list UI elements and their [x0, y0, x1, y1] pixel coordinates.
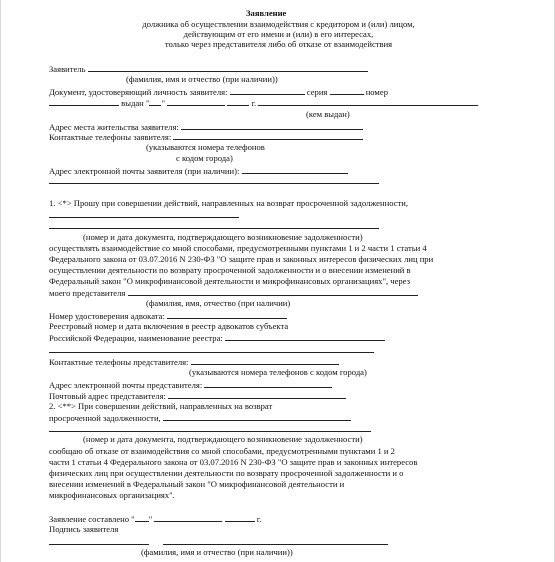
section2-line-3: физических лиц при осуществлении деятельности по возврату просроченной задолженности и о	[49, 468, 404, 478]
rep-post-field[interactable]	[168, 390, 346, 399]
issued-by-hint: (кем выдан)	[306, 109, 350, 119]
section1-line-4: Федеральный закон "О микрофинансовой деятельности и микрофинансовых организациях", через	[49, 276, 410, 286]
lawyer-cert-row	[49, 310, 287, 321]
composed-label: Заявление составлено "	[49, 514, 135, 524]
signature-field[interactable]	[49, 536, 149, 545]
registry-field-2[interactable]	[49, 344, 374, 353]
lawyer-cert-label: Номер удостоверения адвоката:	[49, 311, 165, 321]
applicant-label: Заявитель	[49, 64, 86, 74]
section2-line-5: микрофинансовых организациях".	[49, 490, 175, 500]
signature-hint: (фамилия, имя и отчество (при наличии))	[141, 547, 293, 557]
signature-name-field[interactable]	[163, 536, 388, 545]
section1-line-1: осуществлять взаимодействие со мной способами, предусмотренными пунктами 1 и 2 части 1 статьи 4	[49, 243, 427, 253]
series-label: серия	[306, 87, 328, 97]
applicant-email-field[interactable]	[242, 165, 348, 174]
quote-close: "	[161, 98, 165, 108]
applicant-phones-row	[49, 131, 363, 142]
lawyer-cert-field[interactable]	[167, 310, 287, 319]
rep-phones-field[interactable]	[191, 356, 339, 365]
representative-row	[49, 287, 418, 298]
applicant-row	[49, 63, 368, 74]
composed-year-field[interactable]	[225, 513, 255, 522]
section2-debt-field[interactable]	[163, 412, 351, 421]
subtitle-line-2: действующим от его имени и (или) в его интересах,	[183, 29, 374, 39]
applicant-issued-row	[49, 97, 478, 108]
representative-hint: (фамилия, имя, отчество (при наличии)	[146, 298, 291, 308]
number-label: номер	[365, 87, 388, 97]
document-number-field[interactable]	[49, 97, 119, 106]
section1-debt-row-2	[49, 220, 379, 231]
section2-intro-2: просроченной задолженности,	[49, 413, 161, 423]
composed-year-suffix: г.	[256, 514, 262, 524]
section1-debt-row	[49, 209, 239, 220]
section1-debt-hint: (номер и дата документа, подтверждающего возникновение задолженности)	[83, 232, 363, 242]
issued-day-field[interactable]	[149, 97, 161, 106]
year-suffix: г.	[251, 98, 257, 108]
phones-hint-2: с кодом города)	[176, 153, 233, 163]
section1-line-3: осуществлении деятельности по возврату просроченной задолженности и о внесении изменений в	[49, 265, 411, 275]
applicant-phones-field[interactable]	[173, 131, 363, 140]
rep-email-row	[49, 379, 332, 390]
signature-label: Подпись заявителя	[49, 524, 119, 534]
section2-debt-field-2[interactable]	[49, 423, 371, 432]
document-type-field[interactable]	[230, 86, 305, 95]
section1-debt-field-2[interactable]	[49, 220, 379, 229]
document-title: Заявление	[246, 8, 287, 18]
registry-row	[49, 332, 385, 343]
registry-label: Российской Федерации, наименование реестра:	[49, 333, 223, 343]
issued-label: выдан	[121, 98, 144, 108]
rep-phones-hint: (указываются номера телефонов с кодом города)	[189, 367, 367, 377]
rep-phones-row	[49, 356, 339, 367]
rep-phones-label: Контактные телефоны представителя:	[49, 357, 189, 367]
section1-debt-field[interactable]	[49, 209, 239, 218]
applicant-email-extra-row	[49, 175, 379, 186]
applicant-name-field[interactable]	[88, 63, 368, 72]
composed-month-field[interactable]	[154, 513, 222, 522]
applicant-address-field[interactable]	[181, 121, 363, 130]
registry-row-2	[49, 344, 374, 355]
section2-line-4: внесении изменений в Федеральный закон "О микрофинансовой деятельности и	[49, 479, 345, 489]
applicant-document-row	[49, 86, 388, 97]
issued-year-field[interactable]	[227, 97, 249, 106]
subtitle-line-1: должника об осуществлении взаимодействия с кредитором и (или) лицом,	[142, 19, 415, 29]
address-label: Адрес места жительства заявителя:	[49, 122, 179, 132]
section2-intro-1: 2. <**> При совершении действий, направленных на возврат	[49, 401, 273, 411]
document-label: Документ, удостоверяющий личность заявителя:	[49, 87, 228, 97]
subtitle-line-3: только через представителя либо об отказе от взаимодействия	[164, 39, 393, 49]
issued-by-field[interactable]	[258, 97, 478, 106]
rep-email-field[interactable]	[204, 379, 332, 388]
composed-quote-close: "	[148, 514, 153, 524]
section2-intro-row	[49, 412, 351, 423]
issued-month-field[interactable]	[167, 97, 225, 106]
applicant-email-field-2[interactable]	[49, 175, 379, 184]
section2-debt-hint: (номер и дата документа, подтверждающего возникновение задолженности)	[83, 434, 363, 444]
email-label: Адрес электронной почты заявителя (при наличии):	[49, 166, 240, 176]
registry-line-1: Реестровый номер и дата включения в реестр адвокатов субъекта	[49, 321, 289, 331]
phones-label: Контактные телефоны заявителя:	[49, 132, 172, 142]
quote-open: "	[145, 98, 150, 108]
section2-debt-row-2	[49, 423, 371, 434]
signature-row	[49, 536, 388, 547]
representative-label: моего представителя	[49, 288, 126, 298]
representative-name-field[interactable]	[128, 287, 418, 296]
section1-line-2: Федерального закона от 03.07.2016 N 230-ФЗ "О защите прав и законных интересов физических лиц при	[49, 254, 434, 264]
registry-field[interactable]	[225, 332, 385, 341]
rep-post-row	[49, 390, 346, 401]
applicant-name-hint: (фамилия, имя и отчество (при наличии))	[126, 74, 278, 84]
document-series-field[interactable]	[330, 86, 364, 95]
rep-email-label: Адрес электронной почты представителя:	[49, 380, 203, 390]
rep-post-label: Почтовый адрес представителя:	[49, 391, 166, 401]
composed-day-field[interactable]	[135, 513, 149, 522]
section2-line-1: сообщаю об отказе от взаимодействия со мной способами, предусмотренными пунктами 1 и 2	[49, 446, 395, 456]
phones-hint-1: (указываются номера телефонов	[146, 142, 265, 152]
section2-line-2: части 1 статьи 4 Федерального закона от 03.07.2016 N 230-ФЗ "О защите прав и законных интересов	[49, 457, 418, 467]
composed-row	[49, 513, 261, 524]
section1-intro: 1. <*> Прошу при совершении действий, направленных на возврат просроченной задолженности,	[49, 198, 409, 208]
